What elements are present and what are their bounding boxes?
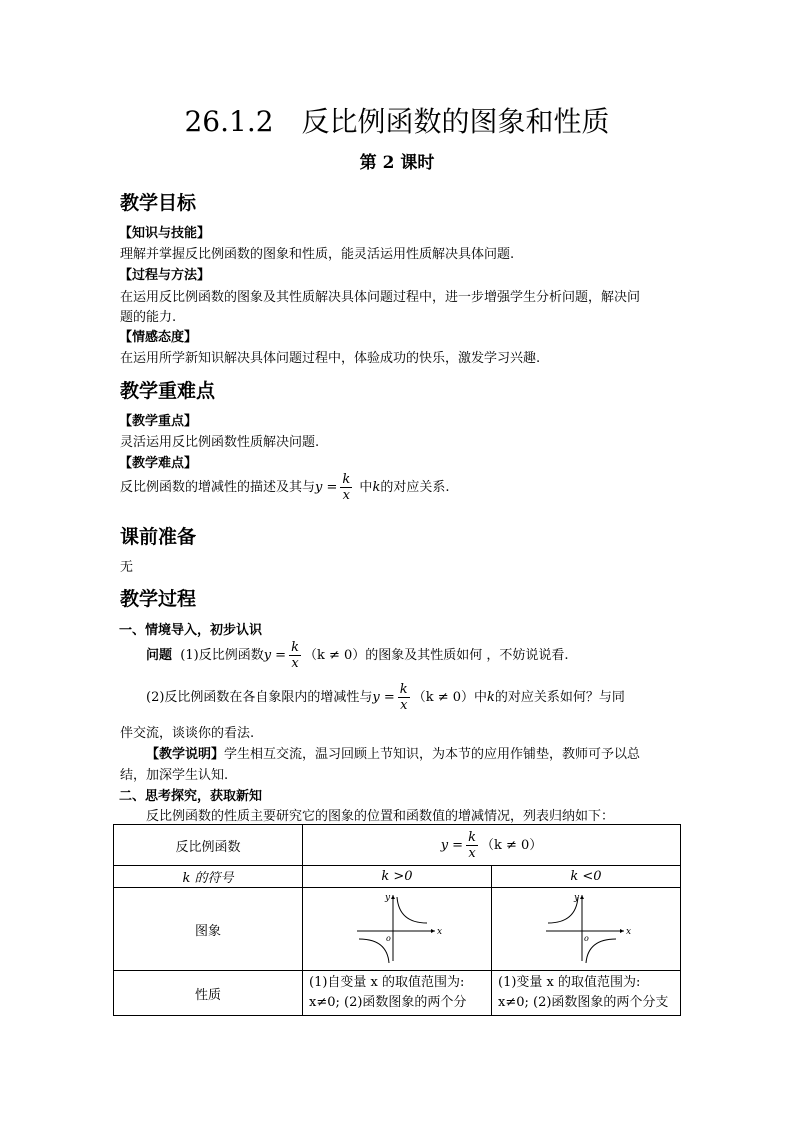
page-title: 26.1.2 反比例函数的图象和性质: [184, 105, 610, 138]
frac-numerator: k: [342, 472, 351, 487]
text-difficult: [120, 472, 449, 503]
frac-denominator: x: [342, 488, 350, 503]
q1-frac-numerator: k: [291, 640, 299, 655]
tag-key: 【教学重点】: [119, 414, 198, 429]
branch-quadrant-3: [359, 939, 389, 963]
properties-table: [113, 824, 681, 1016]
q2-text-b: （k ≠ 0）中: [412, 690, 487, 705]
step-2-heading: 二、思考探究，获取新知: [119, 789, 263, 804]
q2-var-k: k: [487, 690, 495, 705]
table-kneq: （k ≠ 0）: [480, 837, 543, 853]
table-fraction: [466, 830, 478, 861]
cell-graph-positive: [303, 888, 492, 971]
cell-k-negative: k <0: [492, 866, 681, 888]
text-knowledge: 理解并掌握反比例函数的图象和性质，能灵活运用性质解决具体问题.: [120, 247, 515, 262]
question-2: [146, 682, 625, 713]
cell-k-sign-label: k 的符号: [114, 866, 303, 888]
axis-label-origin: o: [584, 934, 589, 943]
heading-objectives: 教学目标: [120, 192, 197, 214]
note-tag: 【教学说明】: [146, 747, 225, 762]
question-1: [146, 640, 569, 671]
table-formula-y: y =: [440, 837, 464, 853]
y-axis-arrow: [580, 895, 584, 899]
q2-frac-denominator: x: [400, 698, 408, 713]
text-attitude: 在运用所学新知识解决具体问题过程中，体验成功的快乐，激发学习兴趣.: [120, 351, 541, 366]
q2-text-d: 伴交流，谈谈你的看法.: [120, 726, 255, 741]
teaching-note-1: [146, 743, 640, 762]
q2-frac-numerator: k: [399, 682, 408, 697]
cell-formula: [303, 825, 681, 866]
axis-label-y: y: [574, 893, 580, 903]
var-k: k: [372, 480, 381, 495]
difficult-text-b: 中: [359, 480, 373, 495]
axis-label-x: x: [626, 927, 632, 937]
table-frac-numerator: k: [468, 829, 476, 845]
heading-prep: 课前准备: [120, 526, 197, 548]
cell-properties-label: 性质: [114, 971, 303, 1016]
x-axis-arrow: [431, 929, 435, 933]
cell-inverse-function: 反比例函数: [114, 825, 303, 866]
table-row: [114, 866, 681, 888]
table-row: [114, 825, 681, 866]
note-text-1: 学生相互交流，温习回顾上节知识，为本节的应用作铺垫，教师可予以总: [224, 747, 641, 762]
heading-process: 教学过程: [120, 588, 197, 610]
question-label: 问题: [146, 648, 173, 663]
page-subtitle: 第 2 课时: [359, 153, 435, 173]
text-key: 灵活运用反比例函数性质解决问题.: [120, 435, 320, 450]
cell-properties-positive: (1)自变量 x 的取值范围为: x≠0; (2)函数图象的两个分: [303, 971, 492, 1016]
hyperbola-k-negative-graph: [536, 889, 636, 965]
text-prep: 无: [120, 560, 134, 575]
axis-label-origin: o: [386, 934, 391, 943]
heading-keypoints: 教学重难点: [120, 380, 216, 402]
table-row: [114, 971, 681, 1016]
q1-text-b: （k ≠ 0）的图象及其性质如何 ，不妨说说看.: [303, 648, 569, 663]
fraction-k-over-x: [340, 472, 352, 503]
x-axis-arrow: [620, 929, 624, 933]
difficult-text-a: 反比例函数的增减性的描述及其与: [120, 480, 316, 495]
cell-k-positive: k >0: [303, 866, 492, 888]
tag-process-method: 【过程与方法】: [119, 268, 211, 283]
text-process-method-2: 题的能力.: [120, 310, 177, 325]
q1-fraction: [289, 640, 301, 671]
q2-text-a: (2)反比例函数在各自象限内的增减性与: [146, 690, 373, 705]
teaching-note-2: 结，加深学生认知.: [120, 768, 229, 783]
formula-y-eq: y =: [315, 480, 338, 495]
q1-frac-denominator: x: [291, 656, 299, 671]
axis-label-y: y: [385, 893, 391, 903]
difficult-text-c: 的对应关系.: [380, 480, 450, 495]
step-2-text: 反比例函数的性质主要研究它的图象的位置和函数值的增减情况，列表归纳如下：: [146, 809, 615, 824]
table-row: [114, 888, 681, 971]
y-axis-arrow: [391, 895, 395, 899]
q1-text-a: (1)反比例函数: [180, 648, 264, 663]
tag-difficult: 【教学难点】: [119, 456, 198, 471]
cell-properties-negative: (1)变量 x 的取值范围为: x≠0; (2)函数图象的两个分支: [492, 971, 681, 1016]
hyperbola-k-positive-graph: [347, 889, 447, 965]
tag-knowledge: 【知识与技能】: [119, 226, 211, 241]
step-1-heading: 一、情境导入，初步认识: [119, 623, 263, 638]
text-process-method-1: 在运用反比例函数的图象及其性质解决具体问题过程中，进一步增强学生分析问题，解决问: [120, 290, 641, 305]
q2-fraction: [398, 682, 410, 713]
q2-text-c: 的对应关系如何？与同: [494, 690, 625, 705]
q2-formula: y =: [372, 690, 395, 705]
cell-graph-negative: [492, 888, 681, 971]
q1-formula: y =: [263, 648, 287, 663]
branch-quadrant-4: [586, 939, 616, 963]
cell-graph-label: 图象: [114, 888, 303, 971]
tag-attitude: 【情感态度】: [119, 330, 198, 345]
table-frac-denominator: x: [468, 845, 476, 861]
axis-label-x: x: [437, 927, 443, 937]
branch-quadrant-1: [397, 897, 427, 923]
